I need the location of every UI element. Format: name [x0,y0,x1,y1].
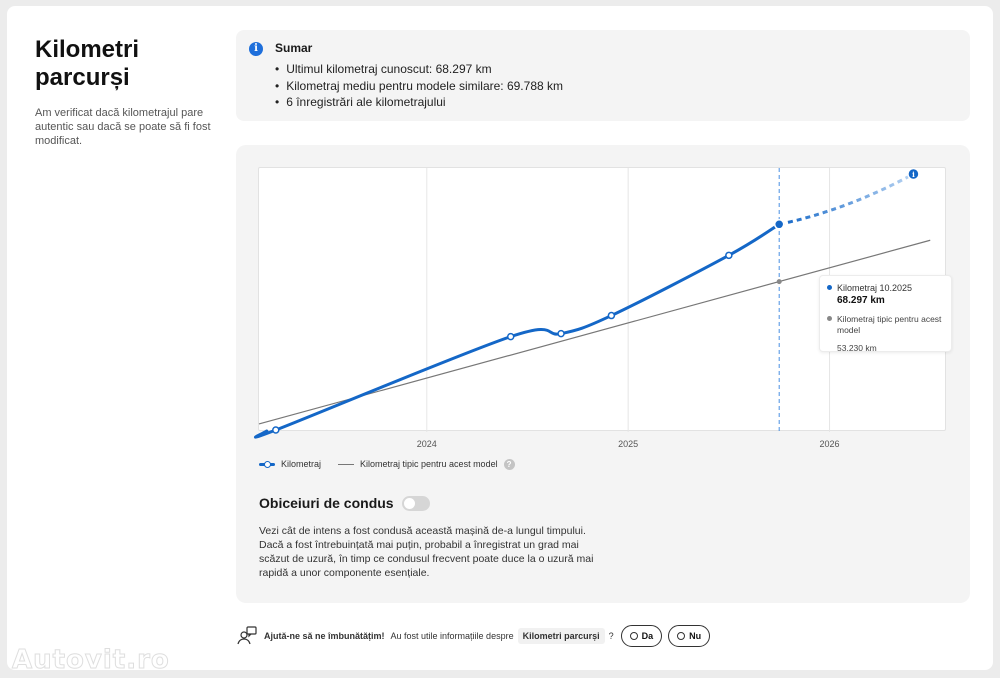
tooltip-value-mileage: 68.297 km [837,295,885,306]
tooltip-label-typical: Kilometraj tipic pentru acest model [837,314,942,335]
mileage-line [255,224,779,437]
feedback-bar [237,625,710,647]
tooltip-gray-dot [827,316,832,321]
tooltip-label-mileage: Kilometraj 10.2025 [837,283,913,293]
feedback-yes-button[interactable] [621,625,663,647]
mileage-point-2024-09 [558,331,564,337]
legend-typical-label: Kilometraj tipic pentru acest model [360,459,498,469]
summary-panel [236,30,970,121]
legend-typical-swatch [338,464,354,465]
page-description: Am verificat dacă kilometrajul pare autentic sau dacă se poate să fi fost modificat. [35,107,211,147]
driving-habits-toggle[interactable] [402,496,430,511]
mileage-point-2024-12 [608,313,614,319]
summary-list [275,61,563,111]
summary-item-last-mileage: • Ultimul kilometraj cunoscut: 68.297 km [275,61,563,78]
tooltip-blue-dot [827,285,832,290]
summary-item-average-mileage: • Kilometraj mediu pentru modele similare: 69.788 km [275,78,563,95]
chart-tooltip [819,275,952,352]
feedback-title: Ajută-ne să ne îmbunătățim! [264,631,385,641]
x-tick-2025: 2025 [618,439,639,449]
feedback-no-label: Nu [689,631,702,641]
chart-area [258,167,946,449]
mileage-point-2023-04 [273,427,279,433]
feedback-question-mark: ? [608,631,614,641]
typical-point [777,279,782,284]
driving-habits-heading [259,495,430,511]
sidebar [35,36,225,148]
info-icon: i [249,42,263,56]
page-card [7,6,993,670]
mileage-point-2024-06 [508,334,514,340]
projection-line [779,174,913,224]
chart-legend [259,458,515,470]
watermark-logo: Autovit.ro [12,645,170,675]
legend-mileage-swatch [259,463,275,466]
smile-icon [630,632,638,640]
help-icon[interactable]: ? [504,459,515,470]
summary-title: Sumar [275,41,313,55]
driving-habits-text: Vezi cât de intens a fost condusă această mașină de-a lungul timpului. Dacă a fost întrebuințată mai puțin, probabil a înregistrat un grad mai scăzut de uzură, în timp ce condusul frecvent poate duce la o uzură mai rapidă a unor componente esențiale. [259,525,594,579]
mileage-point-2025-10 [775,220,784,229]
driving-habits-title: Obiceiuri de condus [259,495,394,511]
feedback-question: Au fost utile informațiile despre [390,631,514,641]
legend-mileage-label: Kilometraj [281,459,322,469]
smile-icon [677,632,685,640]
page-title: Kilometri parcurși [35,36,140,91]
tooltip-value-typical: 53.230 km [837,343,877,353]
mileage-point-2025-07 [726,252,732,258]
projection-info-glyph: i [912,169,915,179]
mileage-chart-panel [236,145,970,603]
x-tick-2026: 2026 [819,439,840,449]
feedback-topic-chip: Kilometri parcurși [518,628,605,644]
feedback-no-button[interactable] [668,625,710,647]
feedback-person-icon [237,626,257,646]
summary-item-records-count: • 6 înregistrări ale kilometrajului [275,94,563,111]
x-tick-2024: 2024 [416,439,437,449]
feedback-yes-label: Da [641,631,654,641]
